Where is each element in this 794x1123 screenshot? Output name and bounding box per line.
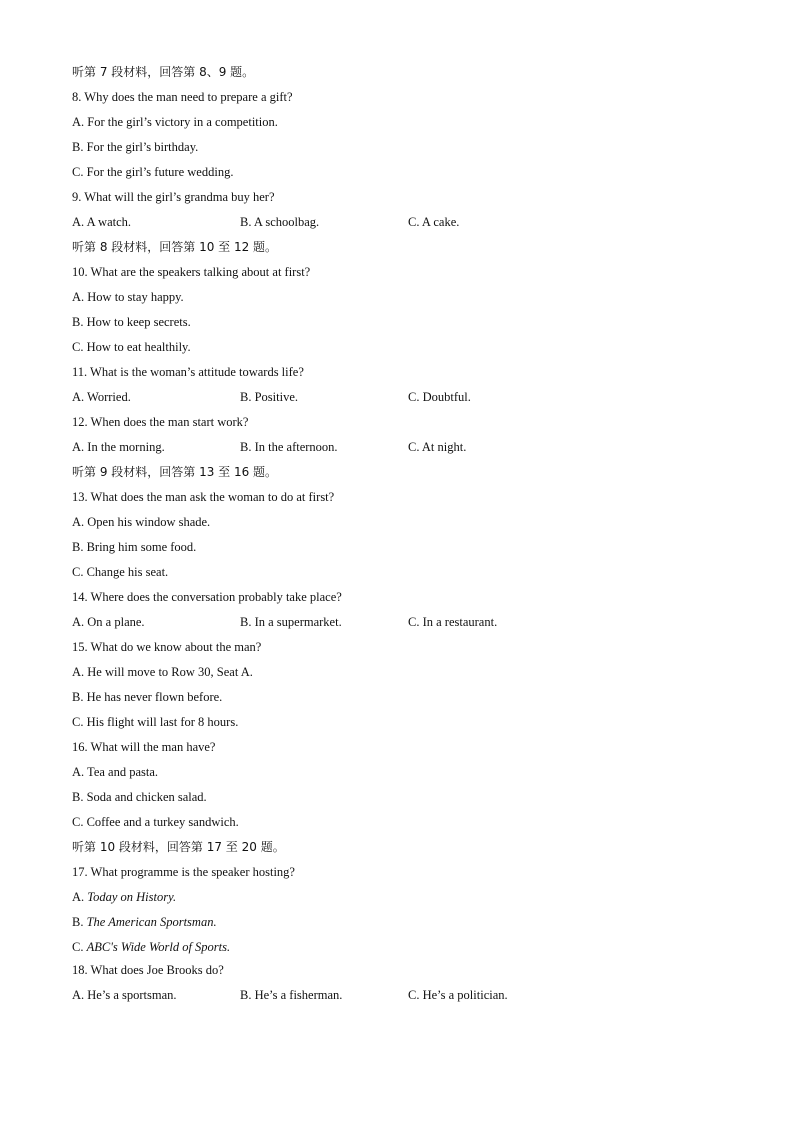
question-16: 16. What will the man have? <box>72 740 216 754</box>
question-14: 14. Where does the conversation probably take place? <box>72 590 342 604</box>
q9-options-row <box>72 210 572 235</box>
q17-option-a <box>72 885 176 910</box>
q17-option-a-title: Today on History. <box>87 890 177 904</box>
section-8-instruction: 听第 8 段材料，回答第 10 至 12 题。 <box>72 240 278 254</box>
q9-option-b: B. A schoolbag. <box>240 215 320 229</box>
q17-option-b-title: The American Sportsman. <box>86 915 217 929</box>
q17-option-c-title: ABC's Wide World of Sports. <box>86 940 231 954</box>
q13-option-b: B. Bring him some food. <box>72 540 197 554</box>
q12-option-c: C. At night. <box>408 440 467 454</box>
question-11: 11. What is the woman’s attitude towards life? <box>72 365 304 379</box>
q13-option-c: C. Change his seat. <box>72 565 169 579</box>
q12-option-a: A. In the morning. <box>72 440 165 454</box>
q8-option-a: A. For the girl’s victory in a competition. <box>72 115 278 129</box>
q13-option-a: A. Open his window shade. <box>72 515 211 529</box>
q11-option-a: A. Worried. <box>72 390 131 404</box>
question-13: 13. What does the man ask the woman to do at first? <box>72 490 335 504</box>
section-10-instruction: 听第 10 段材料，回答第 17 至 20 题。 <box>72 840 285 854</box>
q17-option-c <box>72 935 230 960</box>
question-10: 10. What are the speakers talking about at first? <box>72 265 311 279</box>
section-9-instruction: 听第 9 段材料，回答第 13 至 16 题。 <box>72 465 278 479</box>
q9-option-c: C. A cake. <box>408 215 460 229</box>
q15-option-c: C. His flight will last for 8 hours. <box>72 715 239 729</box>
q9-option-a: A. A watch. <box>72 215 132 229</box>
q16-option-a: A. Tea and pasta. <box>72 765 159 779</box>
q17-option-b <box>72 910 217 935</box>
q15-option-a: A. He will move to Row 30, Seat A. <box>72 665 253 679</box>
q12-options-row <box>72 435 572 460</box>
q17-option-a-letter: A. <box>72 890 88 904</box>
question-8: 8. Why does the man need to prepare a gift? <box>72 90 293 104</box>
q15-option-b: B. He has never flown before. <box>72 690 223 704</box>
q18-option-c: C. He’s a politician. <box>408 988 508 1002</box>
q8-option-c: C. For the girl’s future wedding. <box>72 165 234 179</box>
q18-options-row <box>72 983 572 1008</box>
q17-option-b-letter: B. <box>72 915 87 929</box>
q10-option-c: C. How to eat healthily. <box>72 340 191 354</box>
q8-option-b: B. For the girl’s birthday. <box>72 140 199 154</box>
q10-option-a: A. How to stay happy. <box>72 290 184 304</box>
q11-options-row <box>72 385 572 410</box>
q12-option-b: B. In the afternoon. <box>240 440 338 454</box>
q14-option-a: A. On a plane. <box>72 615 145 629</box>
q14-option-c: C. In a restaurant. <box>408 615 498 629</box>
q11-option-c: C. Doubtful. <box>408 390 471 404</box>
question-12: 12. When does the man start work? <box>72 415 249 429</box>
question-18: 18. What does Joe Brooks do? <box>72 963 224 977</box>
q16-option-c: C. Coffee and a turkey sandwich. <box>72 815 239 829</box>
section-7-instruction: 听第 7 段材料，回答第 8、9 题。 <box>72 65 255 79</box>
q11-option-b: B. Positive. <box>240 390 298 404</box>
q14-options-row <box>72 610 572 635</box>
question-15: 15. What do we know about the man? <box>72 640 262 654</box>
q18-option-b: B. He’s a fisherman. <box>240 988 343 1002</box>
q10-option-b: B. How to keep secrets. <box>72 315 191 329</box>
q14-option-b: B. In a supermarket. <box>240 615 342 629</box>
q18-option-a: A. He’s a sportsman. <box>72 988 177 1002</box>
question-17: 17. What programme is the speaker hosting? <box>72 865 295 879</box>
q17-option-c-letter: C. <box>72 940 87 954</box>
q16-option-b: B. Soda and chicken salad. <box>72 790 207 804</box>
question-9: 9. What will the girl’s grandma buy her? <box>72 190 275 204</box>
